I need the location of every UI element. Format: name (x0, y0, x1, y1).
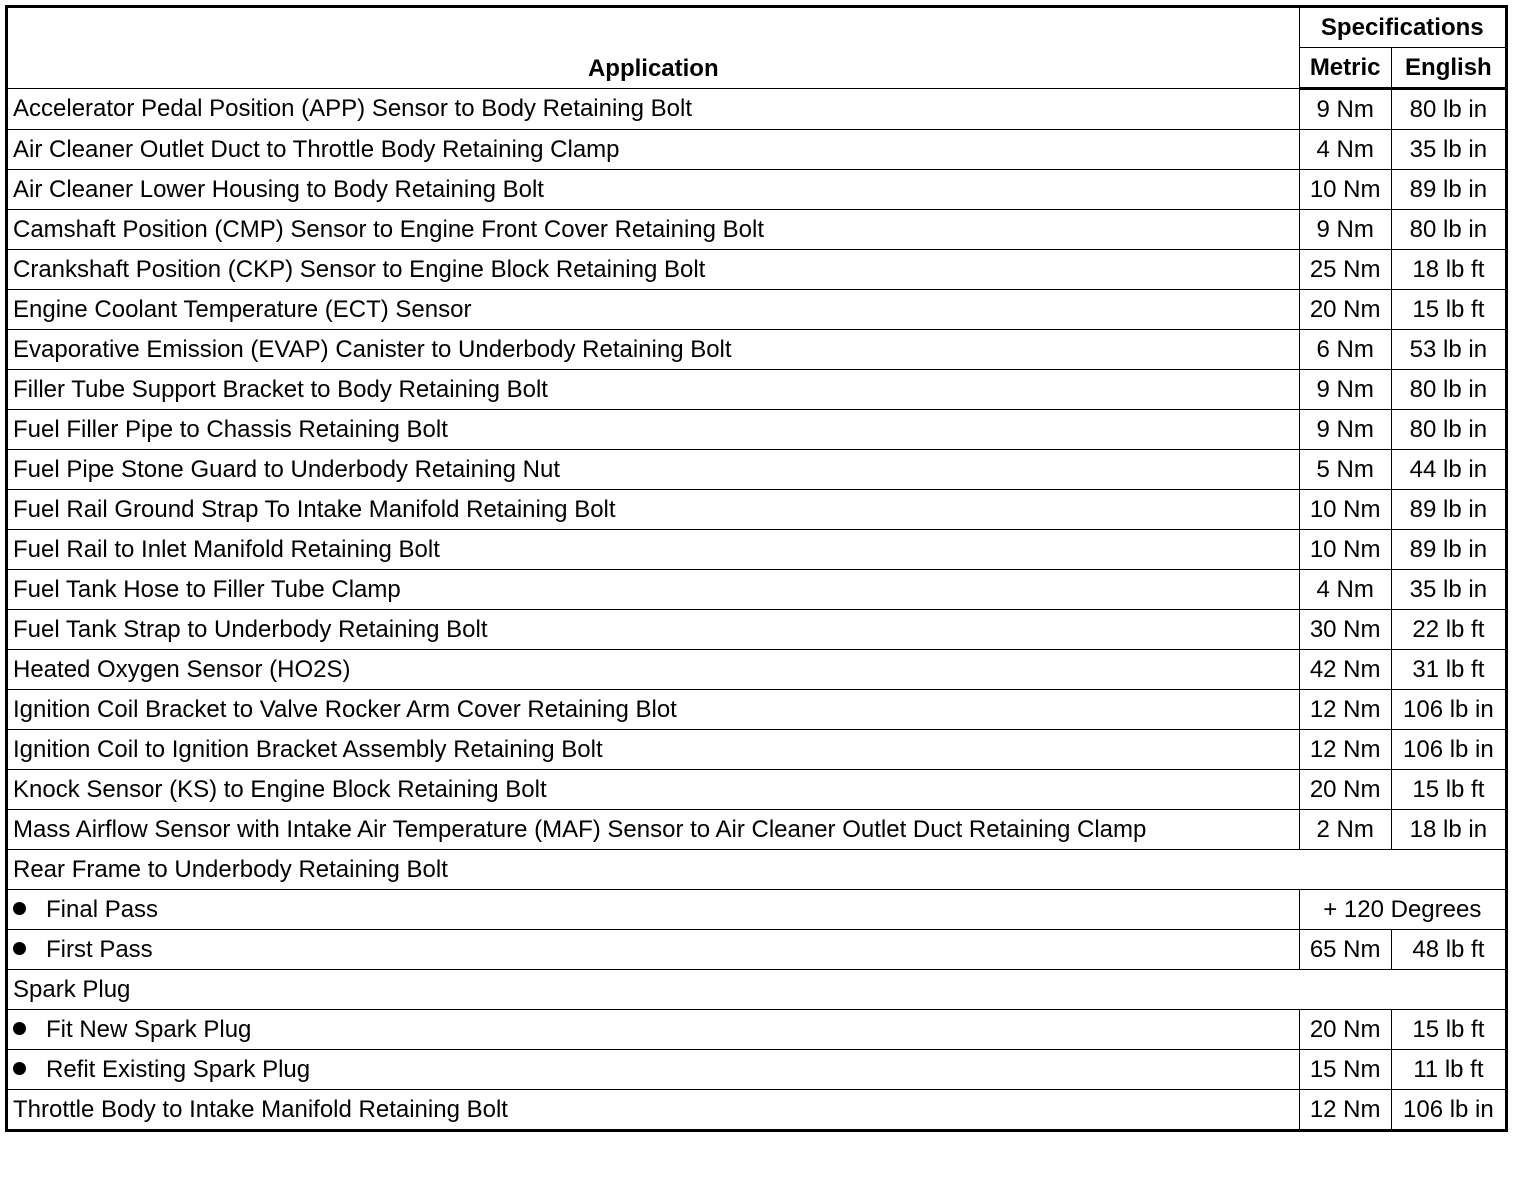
metric-cell: 10 Nm (1299, 490, 1391, 530)
table-row (7, 1090, 1507, 1131)
metric-cell: 4 Nm (1299, 570, 1391, 610)
metric-cell: 5 Nm (1299, 450, 1391, 490)
metric-cell: 20 Nm (1299, 290, 1391, 330)
sub-row-first-pass (7, 930, 1507, 970)
application-cell: Throttle Body to Intake Manifold Retaining Bolt (7, 1090, 1300, 1131)
metric-cell: 12 Nm (1299, 730, 1391, 770)
application-cell: Camshaft Position (CMP) Sensor to Engine Front Cover Retaining Bolt (7, 210, 1300, 250)
english-cell: 80 lb in (1391, 210, 1506, 250)
application-cell: Heated Oxygen Sensor (HO2S) (7, 650, 1300, 690)
application-cell: Air Cleaner Outlet Duct to Throttle Body Retaining Clamp (7, 130, 1300, 170)
metric-cell: 25 Nm (1299, 250, 1391, 290)
bullet-icon (13, 1062, 26, 1075)
metric-column-header: Metric (1299, 48, 1391, 89)
english-cell: 18 lb ft (1391, 250, 1506, 290)
english-cell: 80 lb in (1391, 410, 1506, 450)
table-row (7, 450, 1507, 490)
english-cell: 15 lb ft (1391, 1010, 1506, 1050)
bullet-icon (13, 902, 26, 915)
table-row (7, 290, 1507, 330)
english-cell: 35 lb in (1391, 570, 1506, 610)
metric-cell: 6 Nm (1299, 330, 1391, 370)
metric-cell: 12 Nm (1299, 690, 1391, 730)
metric-cell: 30 Nm (1299, 610, 1391, 650)
application-cell: Accelerator Pedal Position (APP) Sensor to Body Retaining Bolt (7, 89, 1300, 130)
table-row (7, 250, 1507, 290)
table-row (7, 650, 1507, 690)
english-cell: 35 lb in (1391, 130, 1506, 170)
sub-application-label: Fit New Spark Plug (46, 1015, 252, 1043)
table-row (7, 130, 1507, 170)
final-pass-angle-cell: + 120 Degrees (1299, 890, 1506, 930)
table-row (7, 770, 1507, 810)
application-cell: Mass Airflow Sensor with Intake Air Temperature (MAF) Sensor to Air Cleaner Outlet Duct Retaining Clamp (7, 810, 1300, 850)
english-cell: 15 lb ft (1391, 290, 1506, 330)
sub-application-cell (7, 890, 1300, 930)
application-cell: Evaporative Emission (EVAP) Canister to Underbody Retaining Bolt (7, 330, 1300, 370)
table-row (7, 330, 1507, 370)
metric-cell: 9 Nm (1299, 210, 1391, 250)
metric-cell: 20 Nm (1299, 770, 1391, 810)
metric-cell: 9 Nm (1299, 370, 1391, 410)
table-row (7, 570, 1507, 610)
table-row (7, 610, 1507, 650)
torque-specification-table (5, 5, 1508, 1132)
english-cell: 48 lb ft (1391, 930, 1506, 970)
english-cell: 22 lb ft (1391, 610, 1506, 650)
application-cell: Fuel Tank Hose to Filler Tube Clamp (7, 570, 1300, 610)
sub-application-cell (7, 1050, 1300, 1090)
table-row (7, 170, 1507, 210)
application-column-header: Application (7, 7, 1300, 89)
metric-cell: 12 Nm (1299, 1090, 1391, 1131)
sub-application-cell (7, 1010, 1300, 1050)
table-row (7, 89, 1507, 130)
sub-application-label: Refit Existing Spark Plug (46, 1055, 311, 1083)
metric-cell: 9 Nm (1299, 89, 1391, 130)
application-cell: Engine Coolant Temperature (ECT) Sensor (7, 290, 1300, 330)
application-cell: Fuel Pipe Stone Guard to Underbody Retaining Nut (7, 450, 1300, 490)
english-cell: 106 lb in (1391, 690, 1506, 730)
metric-cell: 10 Nm (1299, 170, 1391, 210)
english-cell: 44 lb in (1391, 450, 1506, 490)
sub-row-final-pass (7, 890, 1507, 930)
english-cell: 89 lb in (1391, 530, 1506, 570)
metric-cell: 9 Nm (1299, 410, 1391, 450)
english-cell: 11 lb ft (1391, 1050, 1506, 1090)
sub-application-cell (7, 930, 1300, 970)
english-cell: 89 lb in (1391, 170, 1506, 210)
english-column-header: English (1391, 48, 1506, 89)
english-cell: 31 lb ft (1391, 650, 1506, 690)
metric-cell: 42 Nm (1299, 650, 1391, 690)
group-row-rear-frame (7, 850, 1507, 890)
table-row (7, 490, 1507, 530)
metric-cell: 2 Nm (1299, 810, 1391, 850)
english-cell: 15 lb ft (1391, 770, 1506, 810)
english-cell: 106 lb in (1391, 730, 1506, 770)
application-cell: Fuel Filler Pipe to Chassis Retaining Bolt (7, 410, 1300, 450)
application-cell: Filler Tube Support Bracket to Body Retaining Bolt (7, 370, 1300, 410)
english-cell: 80 lb in (1391, 89, 1506, 130)
metric-cell: 10 Nm (1299, 530, 1391, 570)
english-cell: 18 lb in (1391, 810, 1506, 850)
metric-cell: 15 Nm (1299, 1050, 1391, 1090)
english-cell: 53 lb in (1391, 330, 1506, 370)
english-cell: 106 lb in (1391, 1090, 1506, 1131)
table-row (7, 530, 1507, 570)
sub-application-label: Final Pass (46, 895, 159, 923)
table-row (7, 210, 1507, 250)
table-row (7, 730, 1507, 770)
group-title-rear-frame: Rear Frame to Underbody Retaining Bolt (7, 850, 1507, 890)
sub-application-label: First Pass (46, 935, 153, 963)
bullet-icon (13, 942, 26, 955)
table-row (7, 690, 1507, 730)
sub-row-fit-new (7, 1010, 1507, 1050)
specifications-column-header: Specifications (1299, 7, 1506, 48)
metric-cell: 65 Nm (1299, 930, 1391, 970)
english-cell: 89 lb in (1391, 490, 1506, 530)
metric-cell: 20 Nm (1299, 1010, 1391, 1050)
application-cell: Knock Sensor (KS) to Engine Block Retaining Bolt (7, 770, 1300, 810)
table-row (7, 810, 1507, 850)
application-cell: Fuel Tank Strap to Underbody Retaining Bolt (7, 610, 1300, 650)
application-cell: Fuel Rail Ground Strap To Intake Manifold Retaining Bolt (7, 490, 1300, 530)
application-cell: Air Cleaner Lower Housing to Body Retaining Bolt (7, 170, 1300, 210)
application-cell: Fuel Rail to Inlet Manifold Retaining Bolt (7, 530, 1300, 570)
table-body (7, 89, 1507, 1131)
bullet-icon (13, 1022, 26, 1035)
group-title-spark-plug: Spark Plug (7, 970, 1507, 1010)
application-cell: Ignition Coil Bracket to Valve Rocker Arm Cover Retaining Blot (7, 690, 1300, 730)
table-header (7, 7, 1507, 89)
sub-row-refit-existing (7, 1050, 1507, 1090)
application-cell: Ignition Coil to Ignition Bracket Assembly Retaining Bolt (7, 730, 1300, 770)
header-row (7, 7, 1507, 48)
table-row (7, 370, 1507, 410)
table-row (7, 410, 1507, 450)
english-cell: 80 lb in (1391, 370, 1506, 410)
group-row-spark-plug (7, 970, 1507, 1010)
metric-cell: 4 Nm (1299, 130, 1391, 170)
application-cell: Crankshaft Position (CKP) Sensor to Engine Block Retaining Bolt (7, 250, 1300, 290)
